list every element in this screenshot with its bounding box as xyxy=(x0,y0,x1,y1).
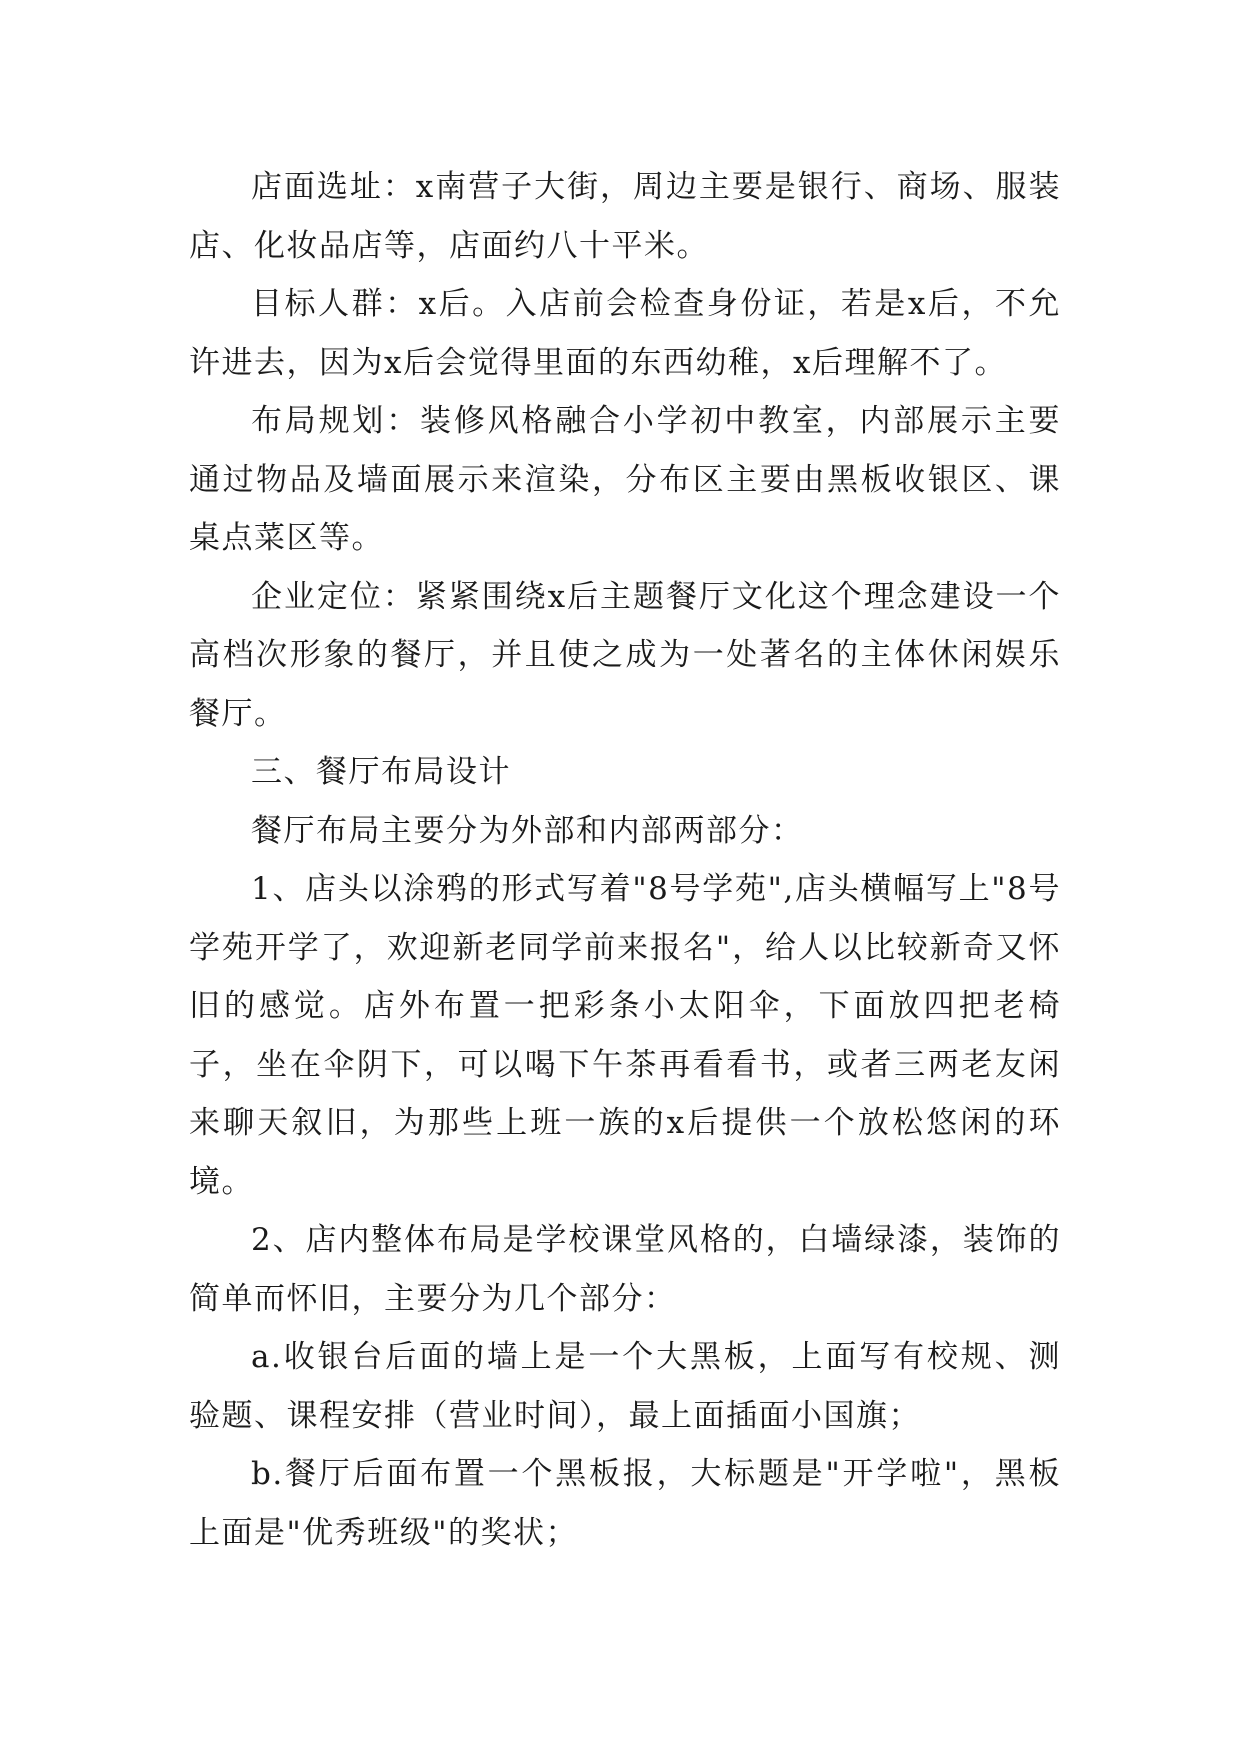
paragraph-interior: 2、店内整体布局是学校课堂风格的，白墙绿漆，装饰的简单而怀旧，主要分为几个部分： xyxy=(189,1222,1061,1317)
paragraph-item-a: a.收银台后面的墙上是一个大黑板，上面写有校规、测验题、课程安排（营业时间），最上面插面小国旗； xyxy=(189,1339,1061,1434)
paragraph-exterior: 1、店头以涂鸦的形式写着"8号学苑",店头横幅写上"8号学苑开学了，欢迎新老同学前来报名"，给人以比较新奇又怀旧的感觉。店外布置一把彩条小太阳伞，下面放四把老椅子，坐在伞阴下，可以喝下午茶再看看书，或者三两老友闲来聊天叙旧，为那些上班一族的x后提供一个放松悠闲的环境。 xyxy=(189,871,1061,1200)
document-body xyxy=(189,158,1061,1562)
paragraph-layout-intro: 餐厅布局主要分为外部和内部两部分： xyxy=(251,812,804,849)
paragraph-item-b: b.餐厅后面布置一个黑板报，大标题是"开学啦"，黑板上面是"优秀班级"的奖状； xyxy=(189,1456,1061,1551)
paragraph-store-location: 店面选址：x南营子大街，周边主要是银行、商场、服装店、化妆品店等，店面约八十平米。 xyxy=(189,169,1061,264)
paragraph-layout-plan: 布局规划：装修风格融合小学初中教室，内部展示主要通过物品及墙面展示来渲染，分布区主要由黑板收银区、课桌点菜区等。 xyxy=(189,403,1061,556)
section-heading: 三、餐厅布局设计 xyxy=(251,754,511,790)
paragraph-target-group: 目标人群：x后。入店前会检查身份证，若是x后，不允许进去，因为x后会觉得里面的东西幼稚，x后理解不了。 xyxy=(189,286,1061,381)
paragraph-positioning: 企业定位：紧紧围绕x后主题餐厅文化这个理念建设一个高档次形象的餐厅，并且使之成为一处著名的主体休闲娱乐餐厅。 xyxy=(189,578,1061,732)
